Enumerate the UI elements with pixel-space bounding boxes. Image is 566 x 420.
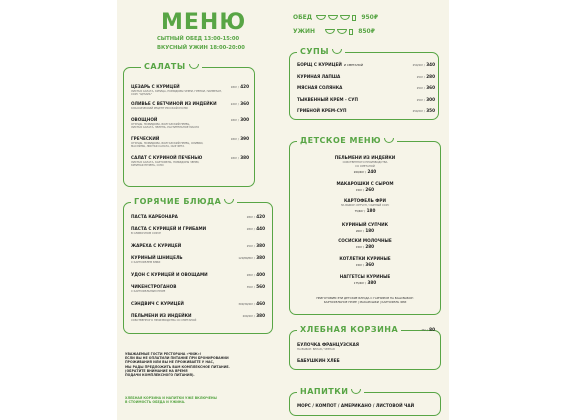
bread-item-grandma: БАБУШКИН ХЛЕБ xyxy=(297,358,340,363)
cup-icon xyxy=(352,15,356,21)
soup-item: ГРИБНОЙ КРЕМ-СУП xyxy=(297,108,347,113)
bread-title: ХЛЕБНАЯ КОРЗИНА xyxy=(297,325,401,334)
bowl-icon xyxy=(384,138,394,143)
hot-price: 350г / 560 xyxy=(246,284,265,289)
dinner-combo xyxy=(293,28,375,35)
guest-note: УВАЖАЕМЫЕ ГОСТИ РЕСТОРАНА «ЧИЖ»! ЕСЛИ ВЫ НЕ ОПЛАТИЛИ ПИТАНИЕ ПРИ БРОНИРОВАНИИ ПРОЖИВАНИЯ ИЛИ ВЫ НЕ ПРОЖИВАЕТЕ У НАС, МЫ РАДЫ ПРЕДЛОЖИТЬ ВАМ КОМПЛЕКСНОЕ ПИТАНИЕ. (ОБРАТИТЕ ВНИМАНИЕ НА ВРЕМЯ ПОДАЧИ КОМПЛЕКСНОГО ПИТАНИЯ). xyxy=(125,352,230,378)
hot-item: ЧИКЕНСТРОГАНОВ С КАРТОФЕЛЬНЫМ ПЮРЕ xyxy=(131,284,177,293)
bread-icon xyxy=(340,15,350,20)
cup-icon xyxy=(351,389,361,394)
soups-title: СУПЫ xyxy=(297,47,345,56)
lunch-combo xyxy=(293,14,378,21)
hot-price: 250г / 380 xyxy=(246,243,265,248)
soup-price: 250г / 360 xyxy=(416,85,435,90)
dinner-label: УЖИН xyxy=(293,28,316,35)
hot-item: КУРИНЫЙ ШНИЦЕЛЬ С КАРТОФЕЛЕМ БЭБИ xyxy=(131,255,183,264)
salad-price: 180г / 380 xyxy=(230,155,249,160)
soup-item: БОРЩ С КУРИЦЕЙ И СМЕТАНОЙ xyxy=(297,62,363,67)
bread-price: 75г / 80 xyxy=(421,327,435,332)
kids-item: КОТЛЕТКИ КУРИНЫЕ 150г / 360 xyxy=(339,256,391,267)
hot-item: ПАСТА С КУРИЦЕЙ И ГРИБАМИ В СЛИВОЧНОМ СОУСЕ xyxy=(131,226,207,235)
cup-icon xyxy=(349,29,353,35)
hot-title: ГОРЯЧИЕ БЛЮДА xyxy=(131,197,237,206)
hot-item: УДОН С КУРИЦЕЙ И ОВОЩАМИ xyxy=(131,272,208,277)
soup-price: 250/40г / 340 xyxy=(412,62,435,67)
kids-title: ДЕТСКОЕ МЕНЮ xyxy=(297,136,397,145)
soup-price: 250/20г / 350 xyxy=(412,108,435,113)
soup-item: КУРИНАЯ ЛАПША xyxy=(297,74,341,79)
salad-item: ОЛИВЬЕ С ВЕТЧИНОЙ ИЗ ИНДЕЙКИ КЛАССИЧЕСКИЙ РЕЦЕПТ РУССКОЙ КУХНИ xyxy=(131,101,217,110)
bowl-icon xyxy=(224,199,234,204)
kids-item: СОСИСКИ МОЛОЧНЫЕ 150г / 280 xyxy=(338,238,392,249)
hot-price: 280г / 400 xyxy=(246,272,265,277)
kids-note: ПРИГОТОВИМ ЭТИ ДЕТСКИЕ БЛЮДА С ГАРНИРОМ НА ВАШ ВЫБОР: КАРТОФЕЛЬНОЕ ПЮРЕ | МАКАРОШКИ | КАРТОФЕЛЬ ФРИ xyxy=(316,296,414,304)
page-title: МЕНЮ xyxy=(161,10,247,35)
salads-title: САЛАТЫ xyxy=(141,62,202,71)
dinner-price: 850₽ xyxy=(358,28,375,35)
salad-item: ГРЕЧЕСКИЙ ОГУРЦЫ, ПОМИДОРЫ, БОЛГАРСКИЙ ПЕРЕЦ, ОЛИВКИ, МАСЛИНЫ, ЛИСТЬЯ САЛАТА, СЫР ФЕТА xyxy=(131,136,204,148)
salad-price: 180г / 420 xyxy=(230,84,249,89)
soup-item: МЯСНАЯ СОЛЯНКА xyxy=(297,85,343,90)
hot-price: 120/80/80г / 380 xyxy=(238,255,265,260)
hot-price: 280г / 420 xyxy=(246,214,265,219)
drinks-list: МОРС / КОМПОТ / АМЕРИКАНО / ЛИСТОВОЙ ЧАЙ xyxy=(297,403,415,408)
kids-item: КУРИНЫЙ СУПЧИК 200г / 180 xyxy=(341,222,389,233)
hot-item: ЖАРЕХА С КУРИЦЕЙ xyxy=(131,243,182,248)
soup-price: 250г / 280 xyxy=(416,74,435,79)
soup-item: ТЫКВЕННЫЙ КРЕМ - СУП xyxy=(297,97,358,102)
drinks-title: НАПИТКИ xyxy=(297,387,364,396)
lunch-label: ОБЕД xyxy=(293,14,313,21)
dinner-hours: ВКУСНЫЙ УЖИН 18:00-20:00 xyxy=(157,45,245,51)
salad-price: 220г / 360 xyxy=(230,101,249,106)
plate-icon xyxy=(328,15,338,20)
included-note: ХЛЕБНАЯ КОРЗИНА И НАПИТКИ УЖЕ ВКЛЮЧЕНЫ В СТОИМОСТЬ ОБЕДА И УЖИНА. xyxy=(125,396,217,405)
plate-icon xyxy=(325,29,335,34)
salad-price: 180г / 300 xyxy=(230,117,249,122)
kids-item: ПЕЛЬМЕНИ ИЗ ИНДЕЙКИ СОБСТВЕННОГО ПРОИЗВОДСТВА СО СМЕТАНОЙ 200/40г / 240 xyxy=(334,155,396,174)
hot-item: ПЕЛЬМЕНИ ИЗ ИНДЕЙКИ СОБСТВЕННОГО ПРОИЗВОДСТВА СО СМЕТАНОЙ xyxy=(131,313,197,322)
salad-item: САЛАТ С КУРИНОЙ ПЕЧЕНЬЮ ЛИСТЬЯ САЛАТА, КАРТОФЕЛЬ, ПОМИДОРЫ ЧЕРРИ, КУРИНАЯ ПЕЧЕНЬ, СОУС xyxy=(131,155,203,167)
hot-item: СЭНДВИЧ С КУРИЦЕЙ xyxy=(131,301,184,306)
lunch-hours: СЫТНЫЙ ОБЕД 13:00-15:00 xyxy=(157,36,240,42)
kids-item: МАКАРОШКИ С СЫРОМ 150г / 260 xyxy=(336,181,394,192)
salad-item: ОВОЩНОЙ ОГУРЦЫ, ПОМИДОРЫ, БОЛГАРСКИЙ ПЕРЕЦ, ЛИСТЬЯ САЛАТА, ЗЕЛЕНЬ, РАСТИТЕЛЬНОЕ МАСЛО xyxy=(131,117,200,129)
menu-page xyxy=(117,0,449,420)
bowl-icon xyxy=(332,49,342,54)
salad-price: 180г / 390 xyxy=(230,136,249,141)
kids-item: КАРТОФЕЛЬ ФРИ НА ВЫБОР: КЕТЧУП / СЫРНЫЙ СОУС 75/40г / 180 xyxy=(340,198,390,213)
bread-icon xyxy=(337,29,347,34)
lunch-price: 950₽ xyxy=(361,14,379,21)
kids-item: НАГГЕТСЫ КУРИНЫЕ 175/40г / 380 xyxy=(339,274,391,285)
hot-item: ПАСТА КАРБОНАРА xyxy=(131,214,178,219)
hot-price: 300/30/40г / 460 xyxy=(238,301,265,306)
soup-price: 250г / 300 xyxy=(416,97,435,102)
hot-price: 200/40г / 380 xyxy=(242,313,265,318)
salad-item: ЦЕЗАРЬ С КУРИЦЕЙ ЛИСТЬЯ САЛАТА, КУРИЦА, ПОМИДОРЫ ЧЕРРИ, ГРЕНКИ, ПАРМЕЗАН, СОУС "ЦЕЗАРЬ" xyxy=(131,84,222,96)
bowl-icon xyxy=(189,64,199,69)
hot-price: 280г / 440 xyxy=(246,226,265,231)
bread-item-french: БУЛОЧКА ФРАНЦУЗСКАЯ НА ВЫБОР: БЕЛАЯ / ЧЕРНАЯ xyxy=(297,342,359,351)
bowl-icon xyxy=(316,15,326,20)
